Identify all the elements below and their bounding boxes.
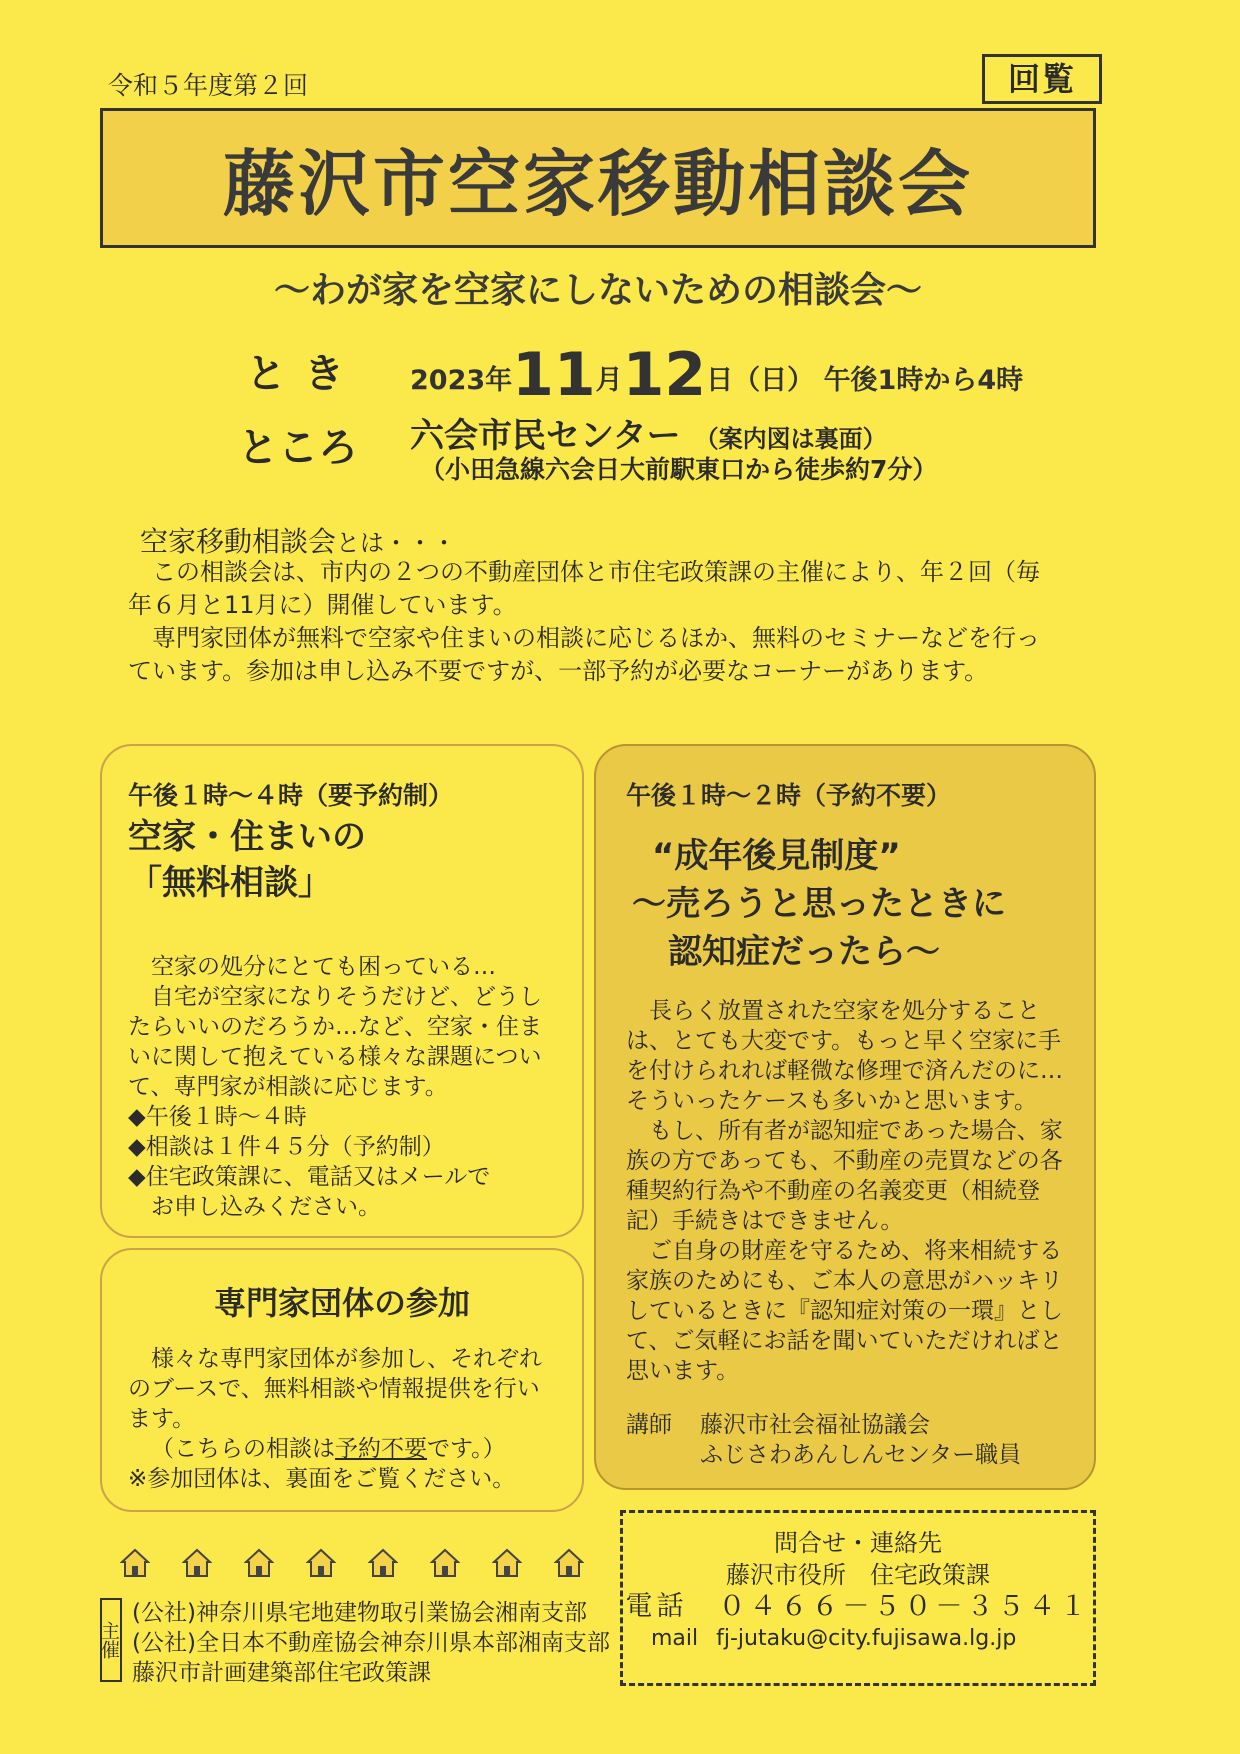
seminar-title-3: 認知症だったら～	[668, 932, 940, 972]
house-icon	[182, 1548, 212, 1578]
seminar-title	[632, 832, 1006, 976]
seminar-para-3: ご自身の財産を守るため、将来相続する家族のためにも、ご本人の意思がハッキリしているときに『認知症対策の一環』として、ご気軽にお話を聞いていただければと思います。	[626, 1238, 1063, 1384]
seminar-para-2: もし、所有者が認知症であった場合、家族の方であっても、不動産の売買などの各種契約行為や不動産の名義変更（相続登記）手続きはできません。	[626, 1118, 1063, 1234]
about-para-1: この相談会は、市内の２つの不動産団体と市住宅政策課の主催により、年２回（毎年６月と11月に）開催しています。	[128, 558, 1040, 619]
consultation-body	[128, 952, 558, 1222]
consultation-bullet-3: ◆住宅政策課に、電話又はメールで	[128, 1164, 491, 1190]
page-subtitle: ～わが家を空家にしないための相談会～	[273, 270, 922, 311]
house-icon	[430, 1548, 460, 1578]
contact-office: 藤沢市役所 住宅政策課	[726, 1561, 990, 1589]
contact-box	[620, 1510, 1096, 1686]
month-unit: 月	[595, 365, 623, 396]
house-icon	[120, 1548, 150, 1578]
groups-box	[100, 1248, 584, 1512]
seminar-lecturer	[626, 1410, 1022, 1468]
groups-note-post: です。）	[427, 1436, 506, 1462]
house-icon	[368, 1548, 398, 1578]
groups-note-pre: （こちらの相談は	[151, 1436, 335, 1462]
groups-text: 様々な専門家団体が参加し、それぞれのブースで、無料相談や情報提供を行います。	[128, 1346, 542, 1432]
house-icon	[492, 1548, 522, 1578]
date-day: 12	[622, 340, 707, 410]
event-time: 午後1時から4時	[823, 365, 1024, 396]
consultation-head: 午後１時～４時（要予約制）	[128, 781, 454, 810]
event-date	[410, 340, 1023, 410]
seminar-title-2: ～売ろうと思ったときに	[632, 884, 1006, 924]
when-label: とき	[246, 351, 362, 397]
seminar-para-1: 長らく放置された空家を処分することは、とても大変です。もっと早く空家に手を付けられれば軽微な修理で済んだのに…そういったケースも多いかと思います。	[626, 998, 1063, 1114]
house-icon	[306, 1548, 336, 1578]
day-unit: 日	[706, 365, 734, 396]
house-icon-row	[120, 1548, 584, 1578]
seminar-box	[594, 744, 1096, 1490]
contact-tel	[623, 1591, 1093, 1623]
date-month: 11	[512, 340, 596, 410]
circulation-stamp: 回覧	[982, 54, 1102, 104]
edition-label: 令和５年度第２回	[108, 71, 309, 100]
date-year: 2023年	[410, 365, 513, 396]
page-title: 藤沢市空家移動相談会	[222, 142, 973, 226]
where-label: ところ	[238, 425, 358, 471]
consultation-title-line1: 空家・住まいの	[128, 817, 366, 857]
contact-mail	[623, 1623, 1093, 1655]
groups-note-underline: 予約不要	[335, 1436, 427, 1462]
about-para-2: 専門家団体が無料で空家や住まいの相談に応じるほか、無料のセミナーなどを行っています。参加は申し込み不要ですが、一部予約が必要なコーナーがあります。	[128, 624, 1040, 685]
about-heading-main: 空家移動相談会	[140, 525, 337, 558]
tel-label: 電話	[625, 1591, 688, 1622]
groups-note-2: ※参加団体は、裏面をご覧ください。	[128, 1466, 516, 1492]
groups-title: 専門家団体の参加	[213, 1284, 470, 1322]
organizer-3: 藤沢市計画建築部住宅政策課	[132, 1660, 431, 1686]
tel-number[interactable]: ０４６６－５０－３５４１	[718, 1591, 1091, 1622]
house-icon	[554, 1548, 584, 1578]
seminar-title-1: “成年後見制度”	[652, 836, 901, 876]
place-name: 六会市民センター	[410, 416, 681, 456]
house-icon	[244, 1548, 274, 1578]
place-access: （小田急線六会日大前駅東口から徒歩約7分）	[420, 455, 938, 484]
consultation-title	[128, 814, 366, 906]
date-weekday: （日）	[733, 365, 815, 396]
organizer-label: 主催	[100, 1598, 122, 1682]
lecturer-label: 講師	[626, 1412, 672, 1438]
seminar-head: 午後１時～２時（予約不要）	[626, 781, 952, 810]
lecturer-line-2: ふじさわあんしんセンター職員	[700, 1442, 1022, 1468]
consultation-box	[100, 744, 584, 1238]
lecturer-line-1: 藤沢市社会福祉協議会	[700, 1412, 930, 1438]
organizer-list	[132, 1598, 610, 1688]
groups-note	[128, 1434, 558, 1464]
consultation-text-2: 自宅が空家になりそうだけど、どうしたらいいのだろうか…など、空家・住まいに関して抱えている様々な課題について、専門家が相談に応じます。	[128, 984, 542, 1100]
seminar-body	[626, 996, 1072, 1386]
mail-address[interactable]: fj-jutaku@city.fujisawa.lg.jp	[716, 1626, 1017, 1651]
organizer-1: (公社)神奈川県宅地建物取引業協会湘南支部	[132, 1600, 587, 1626]
consultation-text-1: 空家の処分にとても困っている…	[151, 954, 496, 980]
consultation-title-line2: 「無料相談」	[128, 863, 332, 903]
consultation-bullet-2: ◆相談は１件４５分（予約制）	[128, 1134, 445, 1160]
contact-heading: 問合せ・連絡先	[774, 1529, 942, 1557]
consultation-bullet-3-cont: お申し込みください。	[151, 1194, 381, 1220]
groups-body	[128, 1344, 558, 1494]
about-heading	[140, 520, 456, 560]
organizer-2: (公社)全日本不動産協会神奈川県本部湘南支部	[132, 1630, 610, 1656]
place-note: （案内図は裏面）	[694, 425, 887, 453]
consultation-bullet-1: ◆午後１時～４時	[128, 1104, 307, 1130]
mail-label: mail	[651, 1626, 699, 1651]
title-box	[100, 108, 1096, 248]
about-heading-suffix: とは・・・	[336, 529, 457, 557]
about-text	[128, 556, 1058, 688]
